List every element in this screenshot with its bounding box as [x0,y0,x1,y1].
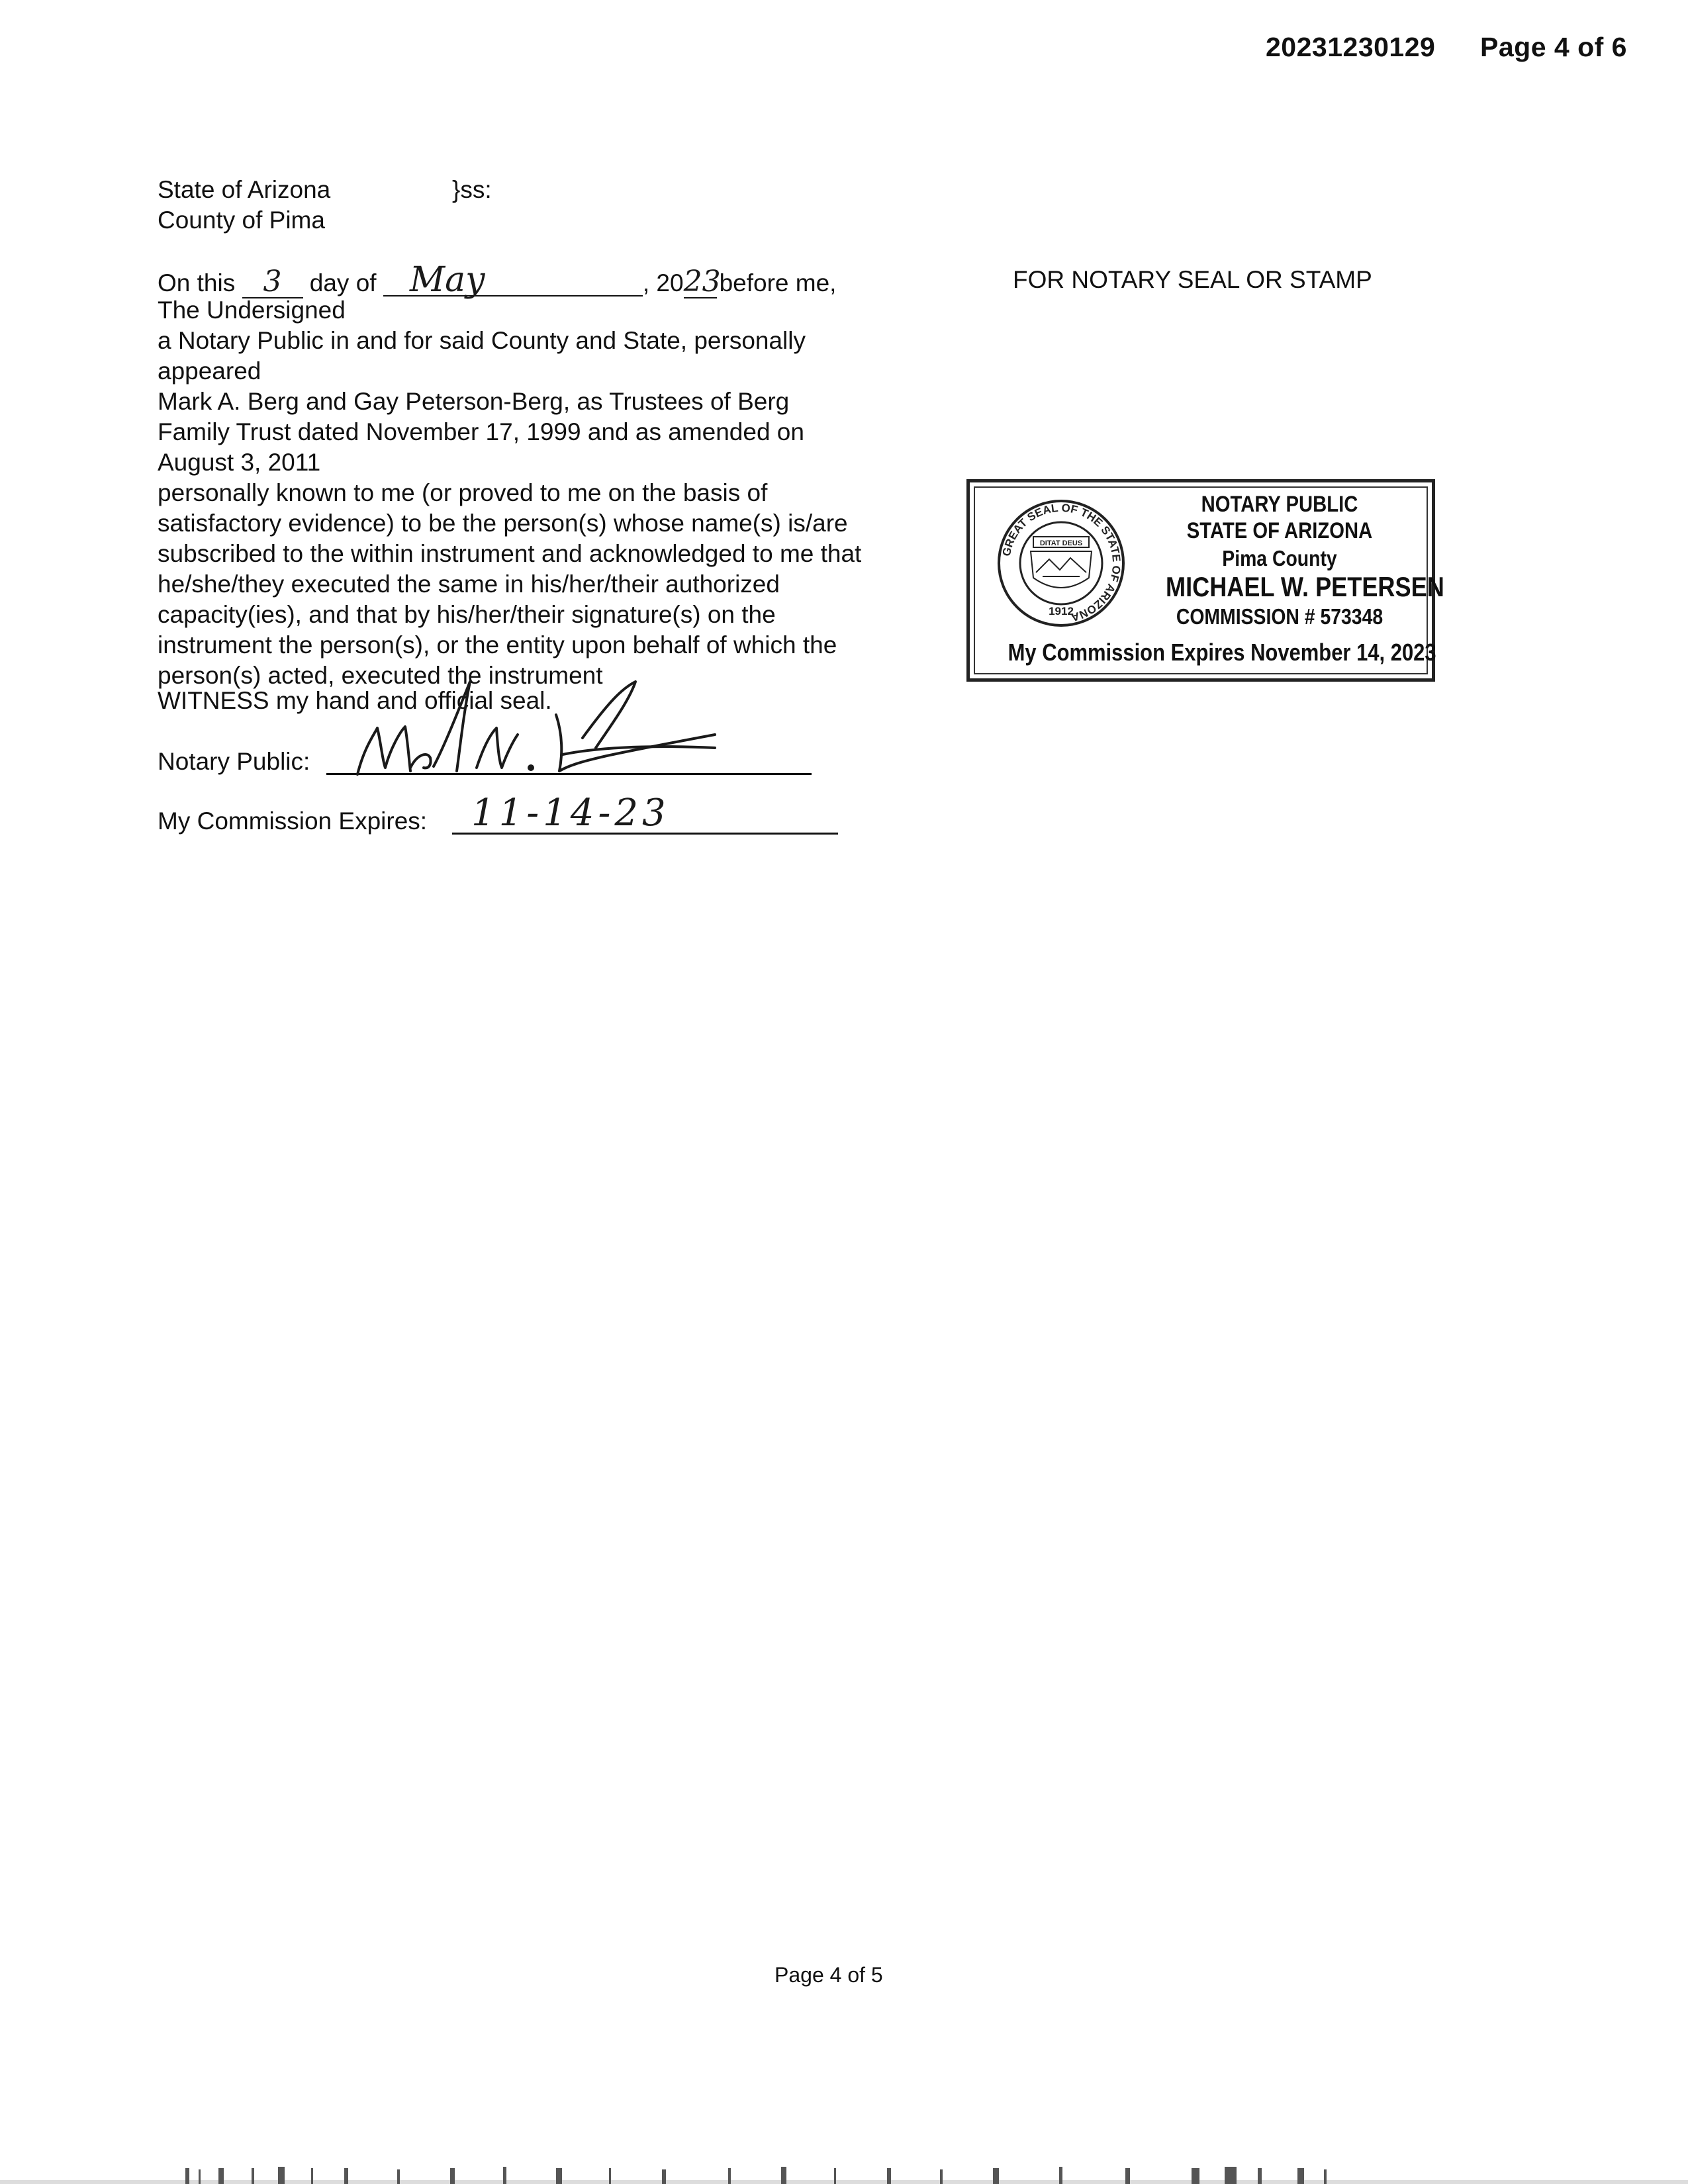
notary-public-label: Notary Public: [158,748,310,775]
venue-state: State of Arizona [158,176,331,203]
day-field: 3 [242,267,303,298]
seal-year: 1912 [1049,605,1074,617]
commission-expires-value: 11-14-23 [471,792,670,835]
year-prefix-label: , 20 [642,269,684,296]
party-line-2: Family Trust dated November 17, 1999 and as amended on [158,418,804,445]
body-line: satisfactory evidence) to be the person(s) whose name(s) is/are [158,510,848,537]
acknowledgment-date-line [158,260,837,300]
body-line: subscribed to the within instrument and acknowledged to me that [158,540,862,567]
body-line: personally known to me (or proved to me on the basis of [158,479,768,506]
seal-motto: DITAT DEUS [1039,539,1083,547]
stamp-title: NOTARY PUBLIC [1201,492,1358,517]
day-of-label: day of [309,269,377,296]
stamp-notary-name: MICHAEL W. PETERSEN [1166,571,1444,602]
year-field: 23 [683,265,721,298]
party-line-3: August 3, 2011 [158,449,321,476]
venue-county: County of Pima [158,206,325,234]
appeared-line: appeared [158,357,261,385]
before-me-label: before me, [719,269,837,296]
notary-stamp [966,479,1444,682]
seal-ring-text: GREAT SEAL OF THE STATE OF ARIZONA [1000,501,1123,624]
stamp-commission-number: COMMISSION # 573348 [1176,604,1383,629]
party-line-1: Mark A. Berg and Gay Peterson-Berg, as Trustees of Berg [158,388,790,415]
witness-line: WITNESS my hand and official seal. [158,687,552,714]
stamp-county: Pima County [1222,546,1337,570]
document-number: 20231230129 [1266,32,1436,62]
body-line: he/she/they executed the same in his/her/their authorized [158,570,780,598]
body-line: instrument the person(s), or the entity upon behalf of which the [158,631,837,659]
notary-signature [344,675,741,788]
arizona-seal-icon [996,498,1126,628]
body-line: person(s) acted, executed the instrument [158,662,603,689]
notary-public-line: a Notary Public in and for said County and State, personally [158,327,806,354]
stamp-expiration: My Commission Expires November 14, 2023 [1008,639,1436,666]
seal-area-label: FOR NOTARY SEAL OR STAMP [1013,266,1372,293]
recorder-page-label: Page 4 of 6 [1480,32,1627,62]
undersigned-line: The Undersigned [158,296,346,324]
stamp-state: STATE OF ARIZONA [1186,518,1373,543]
body-line: capacity(ies), and that by his/her/their signature(s) on the [158,601,776,628]
commission-expires-label: My Commission Expires: [158,807,428,835]
footer-page-label: Page 4 of 5 [774,1963,883,1987]
month-field: May [383,265,643,296]
venue-ss: }ss: [452,176,492,203]
scan-edge-artifact [0,2165,1688,2184]
on-this-label: On this [158,269,236,296]
